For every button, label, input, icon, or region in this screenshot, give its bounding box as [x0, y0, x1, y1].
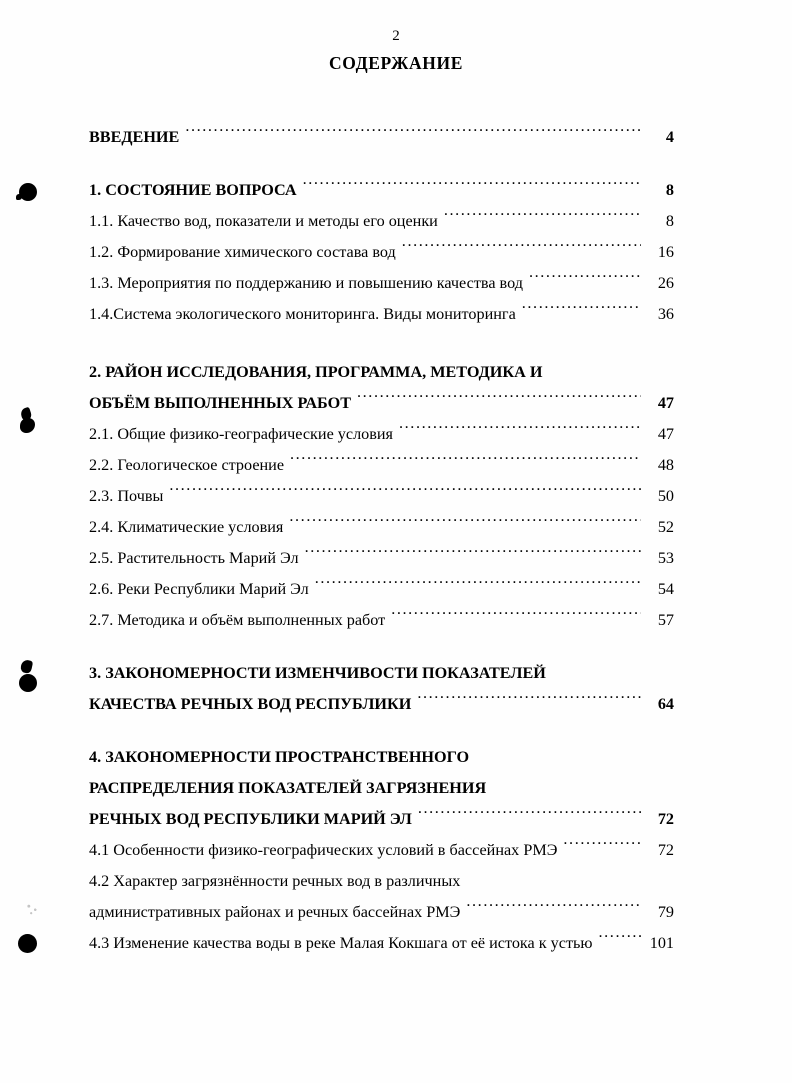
toc-entry[interactable]: [89, 237, 674, 268]
toc-entry-page-number: 72: [657, 841, 674, 859]
toc-entry-label: 4. ЗАКОНОМЕРНОСТИ ПРОСТРАНСТВЕННОГО: [89, 748, 470, 766]
toc-entry[interactable]: [89, 804, 674, 835]
toc-dot-leader: [315, 578, 641, 594]
toc-entry[interactable]: [89, 481, 674, 512]
toc-section-spacer: [89, 720, 674, 742]
toc-entry[interactable]: [89, 897, 674, 928]
toc-dot-leader: [357, 392, 641, 408]
toc-entry-page-number: 47: [657, 394, 674, 412]
toc-entry-label: 2.3. Почвы: [89, 487, 164, 505]
toc-entry-page-number: 53: [657, 549, 674, 567]
toc-entry-page-number: 52: [657, 518, 674, 536]
toc-entry[interactable]: [89, 299, 674, 330]
toc-dot-leader: [599, 932, 641, 948]
scan-artifact-blob: [19, 674, 37, 692]
toc-dot-leader: [402, 241, 641, 257]
toc-entry-page-number: 48: [657, 456, 674, 474]
toc-entry-label: КАЧЕСТВА РЕЧНЫХ ВОД РЕСПУБЛИКИ: [89, 695, 412, 713]
toc-entry-label: административных районах и речных бассейнах РМЭ: [89, 903, 461, 921]
toc-entry-label: РАСПРЕДЕЛЕНИЯ ПОКАЗАТЕЛЕЙ ЗАГРЯЗНЕНИЯ: [89, 779, 487, 797]
toc-dot-leader: [289, 516, 641, 532]
table-of-contents: [89, 122, 674, 959]
toc-entry-label: 1.4.Система экологического мониторинга. Виды мониторинга: [89, 305, 516, 323]
toc-entry[interactable]: [89, 835, 674, 866]
toc-entry[interactable]: [89, 268, 674, 299]
toc-dot-leader: [185, 126, 641, 142]
toc-entry-page-number: 36: [657, 305, 674, 323]
toc-section-spacer: [89, 153, 674, 175]
toc-dot-leader: [417, 693, 641, 709]
toc-entry-label: ВВЕДЕНИЕ: [89, 128, 180, 146]
scan-artifact-blob: [20, 418, 35, 433]
toc-entry[interactable]: [89, 742, 674, 773]
toc-entry-label: РЕЧНЫХ ВОД РЕСПУБЛИКИ МАРИЙ ЭЛ: [89, 810, 412, 828]
toc-entry-label: 2.7. Методика и объём выполненных работ: [89, 611, 386, 629]
toc-entry[interactable]: [89, 574, 674, 605]
toc-entry-label: 4.1 Особенности физико-географических условий в бассейнах РМЭ: [89, 841, 558, 859]
toc-entry-label: 2.5. Растительность Марий Эл: [89, 549, 299, 567]
toc-entry-label: 1.3. Мероприятия по поддержанию и повышению качества вод: [89, 274, 523, 292]
toc-entry[interactable]: [89, 357, 674, 388]
toc-entry[interactable]: [89, 689, 674, 720]
scan-artifact-blob: [19, 183, 37, 201]
toc-entry[interactable]: [89, 450, 674, 481]
toc-entry-label: ОБЪЁМ ВЫПОЛНЕННЫХ РАБОТ: [89, 394, 352, 412]
toc-entry-page-number: 8: [665, 181, 674, 199]
toc-dot-leader: [399, 423, 641, 439]
toc-entry[interactable]: [89, 928, 674, 959]
scan-artifact-smudge: [24, 902, 40, 916]
toc-entry-label: 4.3 Изменение качества воды в реке Малая Кокшага от её истока к устью: [89, 934, 593, 952]
toc-entry-page-number: 8: [665, 212, 674, 230]
toc-dot-leader: [418, 808, 641, 824]
toc-entry-label: 2.4. Климатические условия: [89, 518, 284, 536]
toc-entry-label: 3. ЗАКОНОМЕРНОСТИ ИЗМЕНЧИВОСТИ ПОКАЗАТЕЛЕЙ: [89, 664, 546, 682]
toc-entry-page-number: 16: [657, 243, 674, 261]
toc-dot-leader: [444, 210, 641, 226]
toc-entry-page-number: 64: [657, 695, 674, 713]
toc-dot-leader: [563, 839, 641, 855]
toc-entry[interactable]: [89, 543, 674, 574]
toc-entry-label: 2.2. Геологическое строение: [89, 456, 285, 474]
toc-entry[interactable]: [89, 388, 674, 419]
toc-entry[interactable]: [89, 175, 674, 206]
toc-entry-label: 2. РАЙОН ИССЛЕДОВАНИЯ, ПРОГРАММА, МЕТОДИКА И: [89, 363, 543, 381]
toc-entry[interactable]: [89, 206, 674, 237]
toc-entry[interactable]: [89, 605, 674, 636]
toc-dot-leader: [529, 272, 641, 288]
toc-section-spacer: [89, 636, 674, 658]
toc-dot-leader: [522, 303, 641, 319]
toc-entry-page-number: 54: [657, 580, 674, 598]
toc-dot-leader: [391, 609, 641, 625]
toc-dot-leader: [290, 454, 641, 470]
toc-entry-label: 2.1. Общие физико-географические условия: [89, 425, 393, 443]
toc-entry[interactable]: [89, 512, 674, 543]
toc-entry-page-number: 101: [649, 934, 674, 952]
toc-entry[interactable]: [89, 866, 674, 897]
toc-entry-page-number: 4: [665, 128, 674, 146]
page-number: 2: [392, 28, 400, 44]
toc-dot-leader: [303, 179, 641, 195]
scan-artifact-blob: [18, 934, 37, 953]
toc-dot-leader: [466, 901, 641, 917]
toc-entry[interactable]: [89, 122, 674, 153]
toc-entry-label: 1.2. Формирование химического состава вод: [89, 243, 396, 261]
page-title: СОДЕРЖАНИЕ: [328, 53, 463, 73]
toc-entry-label: 4.2 Характер загрязнённости речных вод в различных: [89, 872, 461, 890]
toc-entry-page-number: 50: [657, 487, 674, 505]
toc-dot-leader: [169, 485, 641, 501]
toc-entry-label: 1. СОСТОЯНИЕ ВОПРОСА: [89, 181, 297, 199]
toc-entry-label: 1.1. Качество вод, показатели и методы его оценки: [89, 212, 438, 230]
toc-entry-page-number: 26: [657, 274, 674, 292]
toc-entry-page-number: 72: [657, 810, 674, 828]
toc-entry[interactable]: [89, 773, 674, 804]
toc-entry-page-number: 79: [657, 903, 674, 921]
toc-dot-leader: [305, 547, 641, 563]
toc-entry[interactable]: [89, 658, 674, 689]
toc-entry-page-number: 47: [657, 425, 674, 443]
toc-entry[interactable]: [89, 419, 674, 450]
toc-entry-page-number: 57: [657, 611, 674, 629]
toc-entry-label: 2.6. Реки Республики Марий Эл: [89, 580, 309, 598]
toc-section-spacer: [89, 330, 674, 357]
